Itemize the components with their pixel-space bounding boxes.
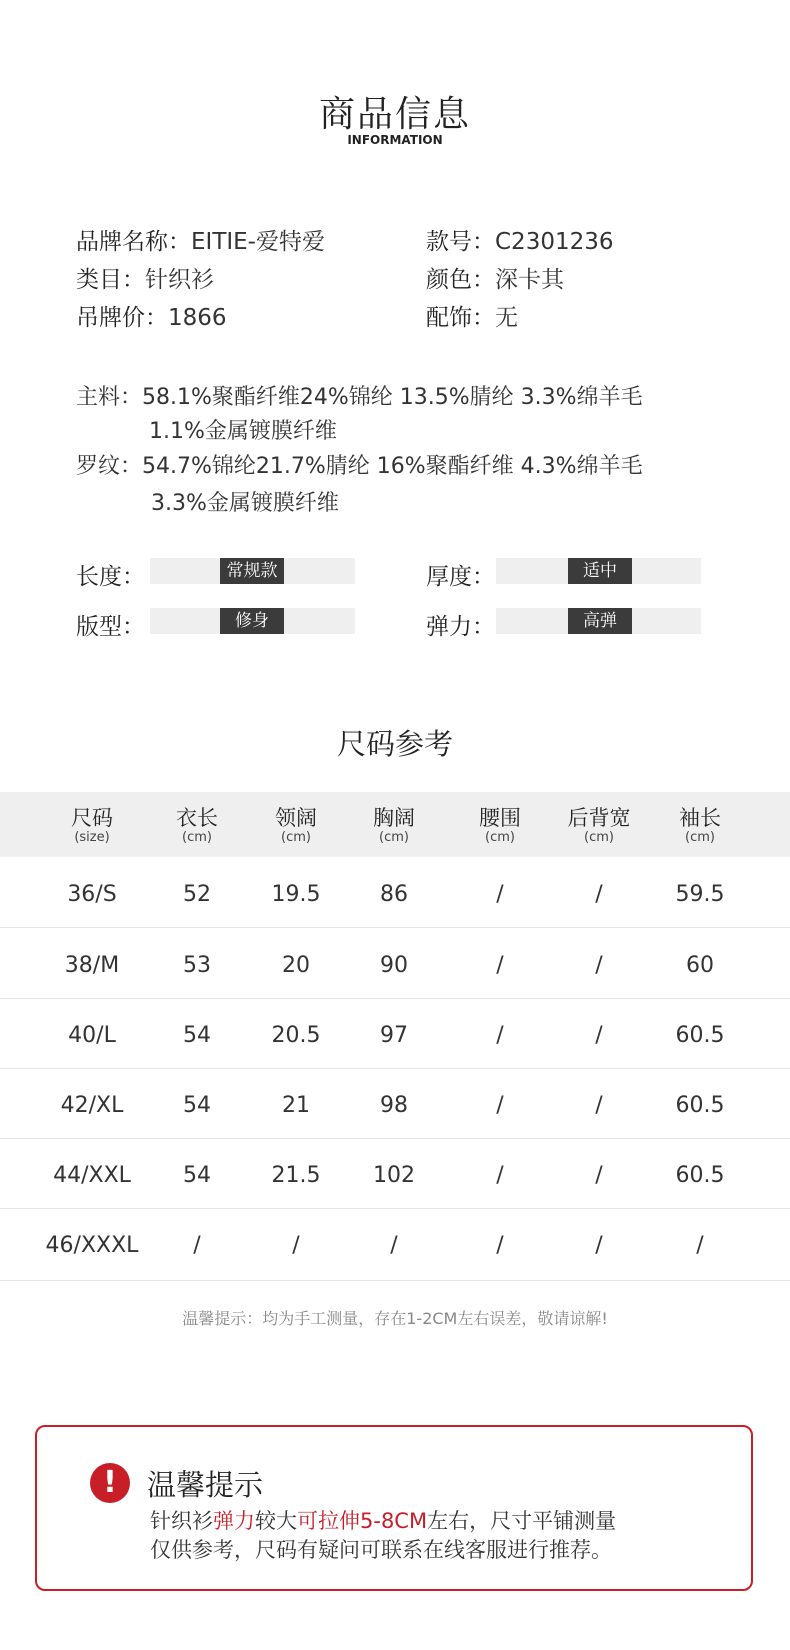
cell-sleeve: 60 <box>686 953 714 978</box>
page-title: 商品信息 <box>318 94 471 135</box>
price-info <box>76 299 227 332</box>
header-back-width: 后背宽 (cm) <box>567 806 631 845</box>
cell-back-width: / <box>595 1233 603 1258</box>
cell-chest: 90 <box>380 953 408 978</box>
cell-neck: 19.5 <box>271 882 321 907</box>
header-sleeve: 袖长 (cm) <box>679 806 721 845</box>
cell-size: 36/S <box>67 882 117 907</box>
cell-neck: / <box>292 1233 300 1258</box>
cell-sleeve: 60.5 <box>675 1023 725 1048</box>
header-size: 尺码 (size) <box>71 806 113 845</box>
exclamation-icon: ! <box>90 1463 130 1503</box>
rib-material-line1: 54.7%锦纶21.7%腈纶 16%聚酯纤维 4.3%绵羊毛 <box>142 454 643 479</box>
cell-waist: / <box>496 1093 504 1118</box>
cell-chest: 102 <box>373 1163 415 1188</box>
price-value: 1866 <box>168 305 227 331</box>
main-material <box>76 380 643 411</box>
cell-waist: / <box>496 1233 504 1258</box>
length-label: 长度： <box>76 564 145 590</box>
cell-back-width: / <box>595 953 603 978</box>
header-neck: 领阔 (cm) <box>275 806 317 845</box>
measurement-note: 温馨提示：均为手工测量，存在1-2CM左右误差，敬请谅解! <box>182 1309 608 1328</box>
cell-waist: / <box>496 953 504 978</box>
cell-length: / <box>193 1233 201 1258</box>
length-tag: 常规款 <box>220 558 284 584</box>
cell-back-width: / <box>595 882 603 907</box>
cell-sleeve: 60.5 <box>675 1163 725 1188</box>
fit-tag: 修身 <box>220 608 284 634</box>
category-value: 针织衫 <box>145 267 214 293</box>
cell-size: 46/XXXL <box>45 1233 139 1258</box>
table-row <box>0 1208 790 1281</box>
color-value: 深卡其 <box>495 267 564 293</box>
cell-neck: 21 <box>282 1093 310 1118</box>
cell-length: 54 <box>183 1093 211 1118</box>
brand-value: EITIE-爱特爱 <box>191 229 325 255</box>
table-row <box>0 998 790 1069</box>
style-info <box>426 223 614 256</box>
cell-back-width: / <box>595 1093 603 1118</box>
cell-neck: 21.5 <box>271 1163 321 1188</box>
elasticity-tag: 高弹 <box>568 608 632 634</box>
cell-size: 38/M <box>64 953 120 978</box>
category-label: 类目： <box>76 267 145 293</box>
cell-length: 53 <box>183 953 211 978</box>
cell-chest: 97 <box>380 1023 408 1048</box>
warning-line-2: 仅供参考，尺码有疑问可联系在线客服进行推荐。 <box>150 1538 612 1562</box>
thickness-label: 厚度： <box>426 564 495 590</box>
style-label: 款号： <box>426 229 495 255</box>
header-waist: 腰围 (cm) <box>479 806 521 845</box>
cell-sleeve: / <box>696 1233 704 1258</box>
style-value: C2301236 <box>495 229 614 255</box>
warning-line-1: 针织衫弹力较大可拉伸5-8CM左右，尺寸平铺测量 <box>150 1509 617 1533</box>
cell-sleeve: 59.5 <box>675 882 725 907</box>
fit-label: 版型： <box>76 614 145 640</box>
cell-waist: / <box>496 882 504 907</box>
thickness-tag: 适中 <box>568 558 632 584</box>
cell-waist: / <box>496 1023 504 1048</box>
cell-chest: 86 <box>380 882 408 907</box>
cell-sleeve: 60.5 <box>675 1093 725 1118</box>
cell-chest: / <box>390 1233 398 1258</box>
rib-material-label: 罗纹： <box>76 454 143 479</box>
color-info <box>426 261 564 294</box>
rib-material-line2: 3.3%金属镀膜纤维 <box>151 491 339 516</box>
accessory-value: 无 <box>495 305 518 331</box>
accessory-info <box>426 299 518 332</box>
size-table-header <box>0 792 790 857</box>
size-section-title: 尺码参考 <box>336 727 453 761</box>
header-length: 衣长 (cm) <box>176 806 218 845</box>
brand-info <box>76 223 325 256</box>
main-material-label: 主料： <box>76 385 143 410</box>
cell-size: 40/L <box>68 1023 116 1048</box>
header-chest: 胸阔 (cm) <box>373 806 415 845</box>
page-subtitle: INFORMATION <box>347 133 443 147</box>
elasticity-label: 弹力： <box>426 614 495 640</box>
main-material-line2: 1.1%金属镀膜纤维 <box>149 419 337 444</box>
table-row <box>0 928 790 999</box>
warning-title: 温馨提示 <box>147 1468 264 1502</box>
cell-length: 52 <box>183 882 211 907</box>
cell-back-width: / <box>595 1163 603 1188</box>
cell-chest: 98 <box>380 1093 408 1118</box>
table-row <box>0 857 790 928</box>
main-material-line1: 58.1%聚酯纤维24%锦纶 13.5%腈纶 3.3%绵羊毛 <box>142 385 643 410</box>
cell-neck: 20.5 <box>271 1023 321 1048</box>
rib-material <box>76 449 643 480</box>
category-info <box>76 261 214 294</box>
cell-size: 42/XL <box>60 1093 124 1118</box>
table-row <box>0 1068 790 1139</box>
table-row <box>0 1138 790 1209</box>
price-label: 吊牌价： <box>76 305 168 331</box>
accessory-label: 配饰： <box>426 305 495 331</box>
cell-length: 54 <box>183 1023 211 1048</box>
color-label: 颜色： <box>426 267 495 293</box>
cell-back-width: / <box>595 1023 603 1048</box>
cell-waist: / <box>496 1163 504 1188</box>
brand-label: 品牌名称： <box>76 229 191 255</box>
cell-neck: 20 <box>282 953 310 978</box>
cell-size: 44/XXL <box>53 1163 131 1188</box>
cell-length: 54 <box>183 1163 211 1188</box>
